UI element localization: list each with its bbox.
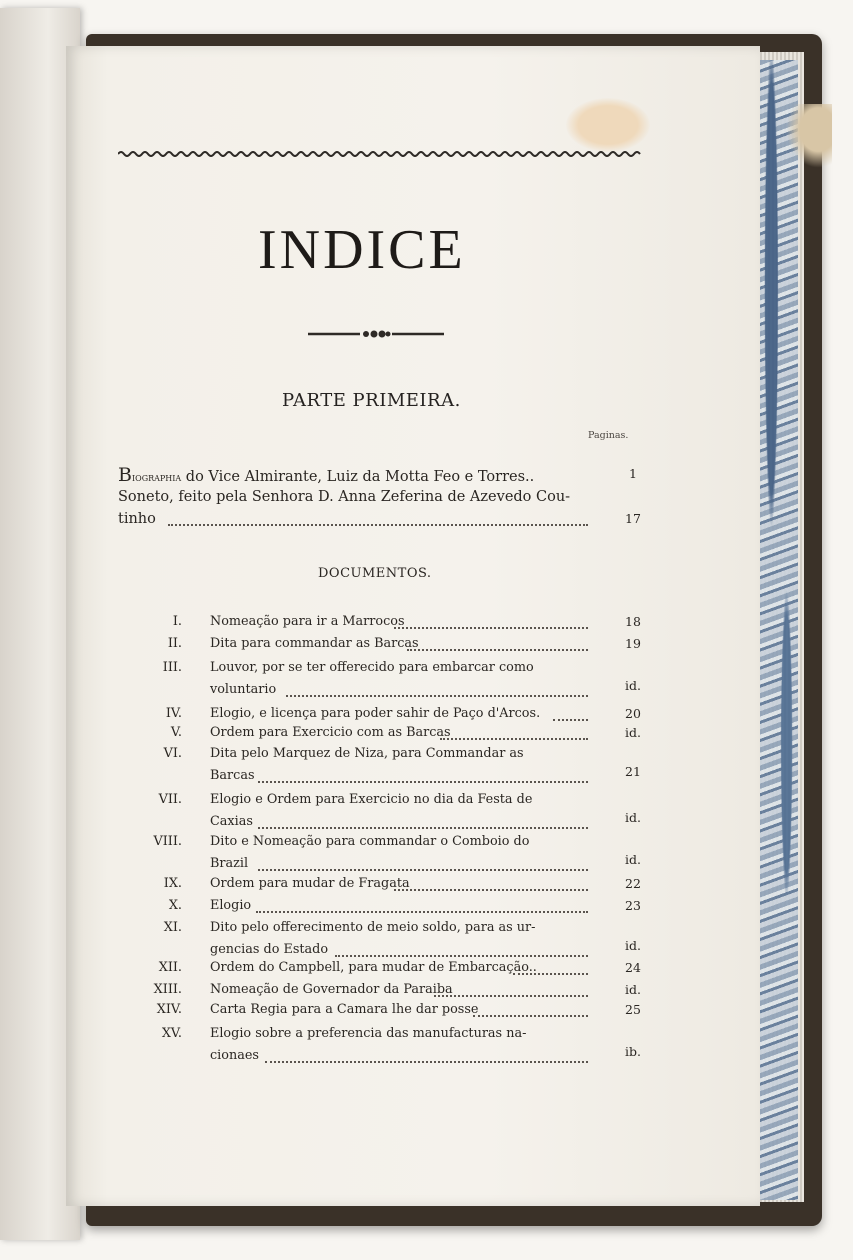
leader-dots: [286, 695, 588, 697]
leader-dots: [258, 827, 588, 829]
document-title: Dita pelo Marquez de Niza, para Commandar as: [210, 746, 524, 761]
document-number: II.: [167, 636, 182, 651]
document-number: X.: [168, 898, 182, 913]
leader-dots: [168, 524, 588, 526]
wavy-rule: [118, 150, 642, 158]
page-number: id.: [625, 852, 641, 867]
leader-dots: [258, 781, 588, 783]
document-number: XII.: [158, 960, 182, 975]
document-number: III.: [162, 660, 182, 675]
page-number: ib.: [625, 1044, 641, 1059]
leader-dots: [407, 649, 588, 651]
ornament-divider: [308, 328, 444, 340]
intro-entry-biography: [118, 464, 534, 486]
leader-dots: [256, 911, 588, 913]
document-title-cont: Caxias: [210, 814, 253, 829]
document-title: Louvor, por se ter offerecido para embarcar como: [210, 660, 534, 675]
document-number: VIII.: [153, 834, 182, 849]
leader-dots: [440, 738, 588, 740]
part-title: PARTE PRIMEIRA.: [282, 390, 461, 411]
document-title: Nomeação de Governador da Paraiba: [210, 982, 453, 997]
document-number: V.: [170, 725, 182, 740]
page-number: 23: [625, 898, 641, 913]
document-title-cont: Brazil: [210, 856, 249, 871]
page-number: 25: [625, 1002, 641, 1017]
page-number: 21: [625, 764, 641, 779]
document-title: Elogio, e licença para poder sahir de Paço d'Arcos.: [210, 706, 541, 721]
page-number: id.: [625, 982, 641, 997]
document-title: Dita para commandar as Barcas: [210, 636, 419, 651]
document-title: Elogio e Ordem para Exercicio no dia da Festa de: [210, 792, 533, 807]
documents-heading: DOCUMENTOS.: [318, 566, 432, 581]
paper-stain: [566, 98, 650, 152]
leader-dots: [258, 869, 588, 871]
document-number: XI.: [163, 920, 182, 935]
document-title-cont: Barcas: [210, 768, 255, 783]
document-title: Dito pelo offerecimento de meio soldo, para as ur-: [210, 920, 536, 935]
dropcap: B: [118, 464, 132, 486]
page-number: id.: [625, 678, 641, 693]
leader-dots: [335, 955, 588, 957]
page-number: id.: [625, 810, 641, 825]
page-number: id.: [625, 725, 641, 740]
pages-label: Paginas.: [588, 430, 629, 441]
page-number: 22: [625, 876, 641, 891]
leader-dots: [265, 1061, 588, 1063]
leader-dots: [434, 995, 588, 997]
document-number: XIII.: [153, 982, 182, 997]
page-number: 17: [625, 511, 641, 526]
entry-text: do Vice Almirante, Luiz da Motta Feo e Torres..: [181, 469, 535, 485]
document-title: Ordem do Campbell, para mudar de Embarcação..: [210, 960, 537, 975]
document-title-cont: cionaes: [210, 1048, 259, 1063]
smallcaps-text: iographia: [131, 470, 182, 484]
page-number: 18: [625, 614, 641, 629]
document-title-cont: gencias do Estado: [210, 942, 329, 957]
page-number: 24: [625, 960, 641, 975]
page-number: 20: [625, 706, 641, 721]
document-title-cont: voluntario: [210, 682, 277, 697]
document-title: Ordem para mudar de Fragata: [210, 876, 410, 891]
document-title: Elogio sobre a preferencia das manufacturas na-: [210, 1026, 527, 1041]
leader-dots: [394, 889, 588, 891]
document-title: Ordem para Exercicio com as Barcas: [210, 725, 451, 740]
paper-damage: [786, 104, 832, 168]
document-number: XIV.: [156, 1002, 182, 1017]
leader-dots: [473, 1015, 588, 1017]
leader-dots: [553, 719, 588, 721]
document-number: VI.: [163, 746, 182, 761]
document-number: IV.: [165, 706, 182, 721]
leader-dots: [513, 973, 588, 975]
document-title: Dito e Nomeação para commandar o Comboio do: [210, 834, 530, 849]
document-number: VII.: [158, 792, 182, 807]
document-number: IX.: [163, 876, 182, 891]
page-number: 19: [625, 636, 641, 651]
document-number: XV.: [161, 1026, 182, 1041]
page-title: INDICE: [258, 219, 466, 281]
document-title: Elogio: [210, 898, 252, 913]
page-number: id.: [625, 938, 641, 953]
page-number: 1: [629, 466, 637, 481]
leader-dots: [394, 627, 588, 629]
document-title: Carta Regia para a Camara lhe dar posse: [210, 1002, 479, 1017]
marbled-endpaper: [760, 60, 798, 1200]
document-title: Nomeação para ir a Marrocos: [210, 614, 405, 629]
document-number: I.: [172, 614, 182, 629]
intro-entry-sonnet: Soneto, feito pela Senhora D. Anna Zeferina de Azevedo Cou-: [118, 489, 571, 505]
intro-entry-sonnet-cont: tinho: [118, 511, 156, 527]
